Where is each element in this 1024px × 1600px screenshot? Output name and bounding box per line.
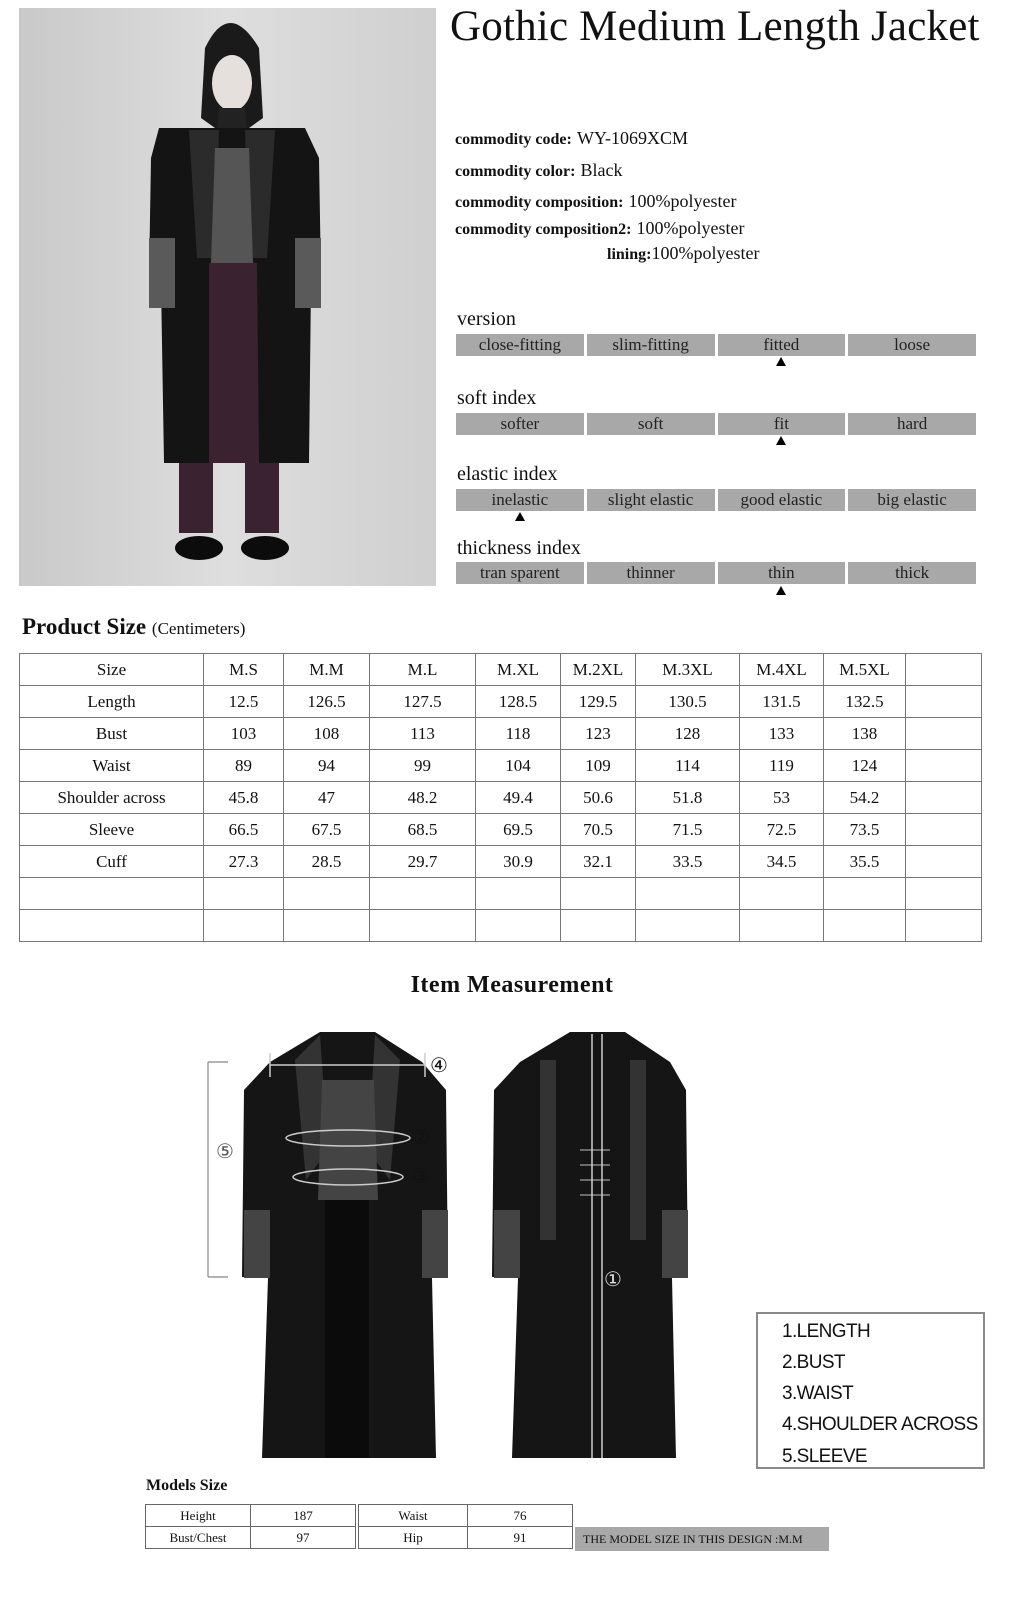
- size-header-row: [20, 654, 982, 686]
- soft-option: fit: [718, 413, 846, 435]
- elastic-option: big elastic: [848, 489, 976, 511]
- legend-item: 5.SLEEVE: [782, 1446, 867, 1467]
- size-cell: 99: [370, 750, 476, 782]
- size-cell: [906, 686, 982, 718]
- size-cell: 70.5: [561, 814, 636, 846]
- model-waist-value: 76: [468, 1505, 573, 1527]
- size-cell: 126.5: [284, 686, 370, 718]
- size-column-header: M.2XL: [561, 654, 636, 686]
- size-row-label: Shoulder across: [20, 782, 204, 814]
- size-row-label: Sleeve: [20, 814, 204, 846]
- size-cell: 129.5: [561, 686, 636, 718]
- size-cell: 133: [740, 718, 824, 750]
- version-scale: [456, 334, 976, 356]
- size-cell: [824, 910, 906, 942]
- elastic-index-marker: [515, 512, 525, 521]
- size-cell: 119: [740, 750, 824, 782]
- size-column-header: M.XL: [476, 654, 561, 686]
- size-row-label: Length: [20, 686, 204, 718]
- size-cell: 50.6: [561, 782, 636, 814]
- model-hip-value: 91: [468, 1527, 573, 1549]
- size-cell: 131.5: [740, 686, 824, 718]
- size-cell: 108: [284, 718, 370, 750]
- size-cell: [740, 910, 824, 942]
- models-table-left: [145, 1504, 356, 1549]
- version-label: version: [457, 308, 516, 330]
- size-cell: 138: [824, 718, 906, 750]
- soft-option: soft: [587, 413, 715, 435]
- size-table-row: [20, 814, 982, 846]
- size-cell: 89: [204, 750, 284, 782]
- models-table-right: [358, 1504, 573, 1549]
- jacket-front: [242, 1032, 448, 1458]
- size-cell: [284, 878, 370, 910]
- size-cell: 109: [561, 750, 636, 782]
- size-cell: [906, 782, 982, 814]
- model-height-value: 187: [251, 1505, 356, 1527]
- size-cell: 94: [284, 750, 370, 782]
- size-cell: 35.5: [824, 846, 906, 878]
- size-cell: 118: [476, 718, 561, 750]
- size-cell: 128.5: [476, 686, 561, 718]
- size-cell: [284, 910, 370, 942]
- soft-option: hard: [848, 413, 976, 435]
- size-cell: 32.1: [561, 846, 636, 878]
- size-row-label: Bust: [20, 718, 204, 750]
- size-cell: 30.9: [476, 846, 561, 878]
- marker-length: ①: [604, 1267, 622, 1291]
- thickness-index-label: thickness index: [457, 537, 581, 559]
- legend-item: 3.WAIST: [782, 1383, 854, 1404]
- size-cell: 123: [561, 718, 636, 750]
- spec-code: commodity code: WY-1069XCM: [455, 128, 688, 148]
- version-marker: [776, 357, 786, 366]
- marker-sleeve: ⑤: [216, 1139, 234, 1163]
- soft-index-scale: [456, 413, 976, 435]
- size-cell: [561, 910, 636, 942]
- size-cell: 47: [284, 782, 370, 814]
- soft-index-label: soft index: [457, 387, 537, 409]
- size-row-label: Waist: [20, 750, 204, 782]
- size-cell: 12.5: [204, 686, 284, 718]
- size-row-label: Cuff: [20, 846, 204, 878]
- size-cell: 130.5: [636, 686, 740, 718]
- size-table-row: [20, 878, 982, 910]
- size-cell: 71.5: [636, 814, 740, 846]
- size-cell: [906, 718, 982, 750]
- spec-composition2: commodity composition2: 100%polyester: [455, 218, 745, 238]
- size-cell: 53: [740, 782, 824, 814]
- spec-lining: lining:100%polyester: [607, 243, 760, 263]
- size-table: [19, 653, 982, 942]
- size-table-row: [20, 750, 982, 782]
- version-option: loose: [848, 334, 976, 356]
- product-title: Gothic Medium Length Jacket: [450, 3, 980, 50]
- size-column-header: M.L: [370, 654, 476, 686]
- measurement-legend: [756, 1312, 985, 1469]
- elastic-index-label: elastic index: [457, 463, 558, 485]
- thickness-option: thick: [848, 562, 976, 584]
- elastic-index-scale: [456, 489, 976, 511]
- thickness-option: tran sparent: [456, 562, 584, 584]
- size-table-row: [20, 910, 982, 942]
- elastic-option: inelastic: [456, 489, 584, 511]
- size-cell: 33.5: [636, 846, 740, 878]
- size-cell: 27.3: [204, 846, 284, 878]
- size-cell: [740, 878, 824, 910]
- model-hip-label: Hip: [359, 1527, 468, 1549]
- size-cell: 72.5: [740, 814, 824, 846]
- size-table-row: [20, 686, 982, 718]
- size-cell: 29.7: [370, 846, 476, 878]
- size-cell: [204, 910, 284, 942]
- size-cell: 128: [636, 718, 740, 750]
- size-cell: 34.5: [740, 846, 824, 878]
- legend-item: 4.SHOULDER ACROSS: [782, 1414, 978, 1435]
- size-cell: [636, 878, 740, 910]
- measurement-diagram: [200, 1020, 700, 1470]
- size-column-header: M.S: [204, 654, 284, 686]
- size-row-label: Size: [20, 654, 204, 686]
- size-cell: 66.5: [204, 814, 284, 846]
- size-cell: 124: [824, 750, 906, 782]
- size-cell: 28.5: [284, 846, 370, 878]
- version-option: slim-fitting: [587, 334, 715, 356]
- size-cell: 127.5: [370, 686, 476, 718]
- model-waist-label: Waist: [359, 1505, 468, 1527]
- model-height-label: Height: [146, 1505, 251, 1527]
- thickness-option: thin: [718, 562, 846, 584]
- model-bust-value: 97: [251, 1527, 356, 1549]
- size-cell: [906, 846, 982, 878]
- size-cell: 114: [636, 750, 740, 782]
- size-cell: 69.5: [476, 814, 561, 846]
- size-table-row: [20, 846, 982, 878]
- size-cell: 113: [370, 718, 476, 750]
- size-cell: [906, 878, 982, 910]
- legend-item: 2.BUST: [782, 1352, 845, 1373]
- size-cell: [476, 910, 561, 942]
- legend-item: 1.LENGTH: [782, 1321, 871, 1342]
- size-column-header: M.M: [284, 654, 370, 686]
- product-photo: [19, 8, 436, 586]
- version-option: fitted: [718, 334, 846, 356]
- jacket-back: [492, 1032, 688, 1458]
- elastic-option: good elastic: [718, 489, 846, 511]
- product-size-heading: Product Size (Centimeters): [22, 614, 246, 639]
- size-column-header: [906, 654, 982, 686]
- size-column-header: M.5XL: [824, 654, 906, 686]
- size-column-header: M.3XL: [636, 654, 740, 686]
- marker-bust: ②: [412, 1125, 430, 1149]
- marker-waist: ③: [412, 1164, 430, 1188]
- marker-shoulder-across: ④: [430, 1053, 448, 1077]
- version-option: close-fitting: [456, 334, 584, 356]
- thickness-index-scale: [456, 562, 976, 584]
- size-cell: [561, 878, 636, 910]
- item-measurement-title: Item Measurement: [410, 972, 614, 998]
- model-bust-label: Bust/Chest: [146, 1527, 251, 1549]
- size-cell: 51.8: [636, 782, 740, 814]
- size-cell: 67.5: [284, 814, 370, 846]
- size-cell: [476, 878, 561, 910]
- size-cell: 104: [476, 750, 561, 782]
- model-size-note: THE MODEL SIZE IN THIS DESIGN :M.M: [575, 1527, 829, 1551]
- size-cell: 45.8: [204, 782, 284, 814]
- size-cell: 68.5: [370, 814, 476, 846]
- size-table-row: [20, 718, 982, 750]
- thickness-option: thinner: [587, 562, 715, 584]
- size-cell: 48.2: [370, 782, 476, 814]
- size-cell: [906, 814, 982, 846]
- size-cell: 132.5: [824, 686, 906, 718]
- thickness-index-marker: [776, 586, 786, 595]
- size-cell: [824, 878, 906, 910]
- models-size-title: Models Size: [146, 1477, 228, 1494]
- sleeve-guide: [208, 1062, 228, 1277]
- size-cell: 73.5: [824, 814, 906, 846]
- soft-option: softer: [456, 413, 584, 435]
- elastic-option: slight elastic: [587, 489, 715, 511]
- model-figure: [19, 8, 436, 586]
- spec-composition: commodity composition: 100%polyester: [455, 191, 737, 211]
- size-cell: [906, 750, 982, 782]
- size-cell: [370, 878, 476, 910]
- size-cell: [370, 910, 476, 942]
- size-cell: [636, 910, 740, 942]
- size-cell: [204, 878, 284, 910]
- size-cell: 103: [204, 718, 284, 750]
- size-cell: [906, 910, 982, 942]
- size-table-row: [20, 782, 982, 814]
- size-row-label: [20, 910, 204, 942]
- spec-color: commodity color: Black: [455, 160, 623, 180]
- size-column-header: M.4XL: [740, 654, 824, 686]
- soft-index-marker: [776, 436, 786, 445]
- size-cell: 54.2: [824, 782, 906, 814]
- size-row-label: [20, 878, 204, 910]
- size-cell: 49.4: [476, 782, 561, 814]
